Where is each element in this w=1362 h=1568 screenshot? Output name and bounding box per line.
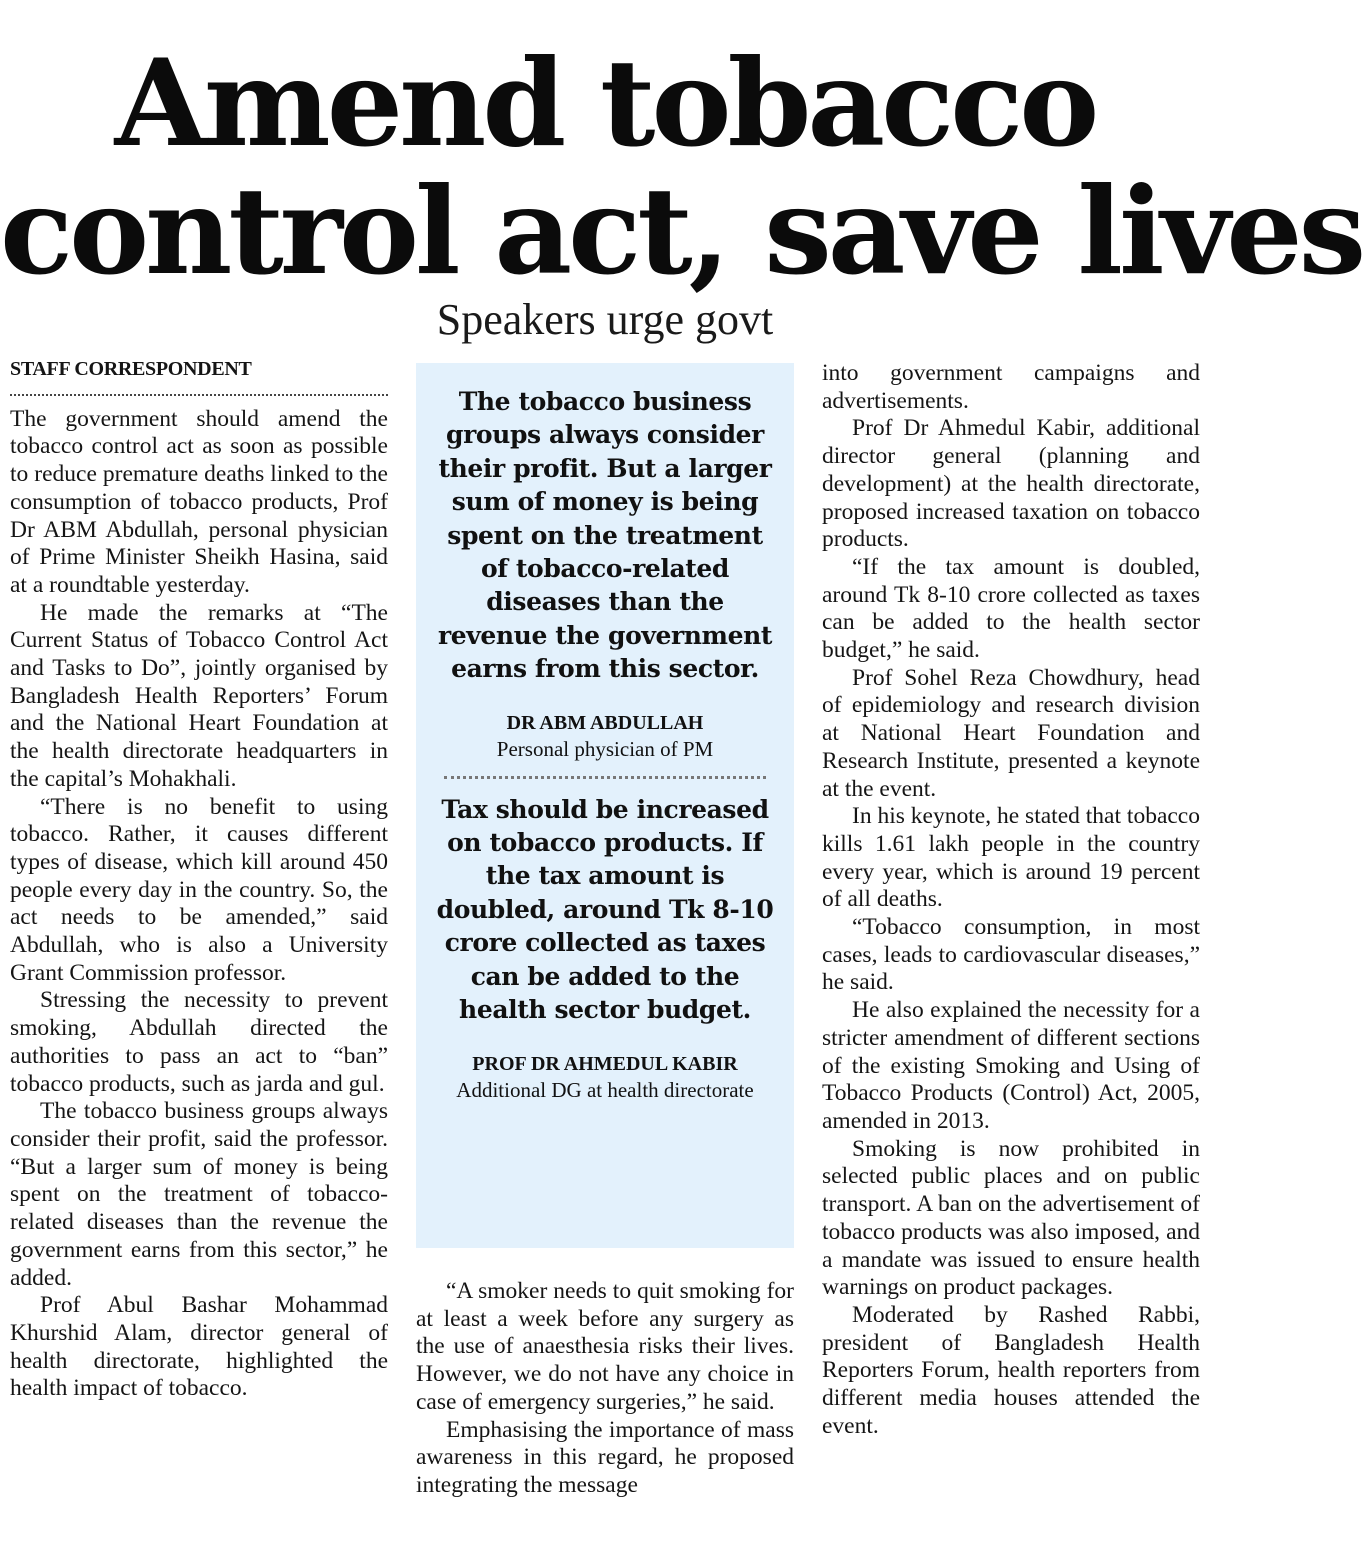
quote-1-attribution-role: Personal physician of PM	[496, 736, 714, 761]
paragraph: The government should amend the tobacco control act as soon as possible to reduce premature deaths linked to the consumption of tobacco products, Prof Dr ABM Abdullah, personal physician of Prime Minister Sheikh Hasina, said at a roundtable yesterday.	[10, 405, 388, 598]
pull-quote-box	[416, 363, 794, 1248]
paragraph: Prof Sohel Reza Chowdhury, head of epidemiology and research division at National Heart Foundation and Research Institute, presented a keynote at the event.	[822, 664, 1200, 802]
subheadline: Speakers urge govt	[436, 295, 774, 344]
paragraph: “If the tax amount is doubled, around Tk 8-10 crore collected as taxes can be added to the health sector budget,” he said.	[822, 553, 1200, 664]
paragraph: “A smoker needs to quit smoking for at least a week before any surgery as the use of anaesthesia risks their lives. However, we do not have any choice in case of emergency surgeries,” he said.	[416, 1278, 794, 1415]
paragraph: Emphasising the importance of mass awareness in this regard, he proposed integrating the message	[416, 1416, 794, 1498]
paragraph: Stressing the necessity to prevent smoking, Abdullah directed the authorities to pass an act to “ban” tobacco products, such as jarda and gul.	[10, 987, 388, 1097]
article-column-2	[416, 1278, 794, 1500]
headline	[0, 33, 1362, 302]
article-column-1	[10, 356, 388, 1403]
quote-2-attribution-role: Additional DG at health directorate	[456, 1077, 754, 1102]
paragraph: Moderated by Rashed Rabbi, president of Bangladesh Health Reporters Forum, health reporters from different media houses attended the event.	[822, 1301, 1200, 1439]
headline-line-1: Amend tobacco	[114, 33, 1096, 174]
paragraph: In his keynote, he stated that tobacco kills 1.61 lakh people in the country every year, which is around 19 percent of all deaths.	[822, 803, 1200, 913]
headline-line-2: control act, save lives	[0, 161, 1362, 302]
paragraph: “There is no benefit to using tobacco. Rather, it causes different types of disease, which kill around 450 people every day in the country. So, the act needs to be amended,” said Abdullah, who is also a University Grant Commission professor.	[10, 793, 388, 986]
paragraph: He also explained the necessity for a stricter amendment of different sections of the existing Smoking and Using of Tobacco Products (Control) Act, 2005, amended in 2013.	[822, 997, 1200, 1134]
paragraph: into government campaigns and advertisements.	[822, 360, 1200, 414]
paragraph: Smoking is now prohibited in selected public places and on public transport. A ban on the advertisement of tobacco products was also imposed, and a mandate was issued to ensure health warnings on product packages.	[822, 1135, 1200, 1301]
paragraph: He made the remarks at “The Current Status of Tobacco Control Act and Tasks to Do”, jointly organised by Bangladesh Health Reporters’ Forum and the National Heart Foundation at the health directorate headquarters in the capital’s Mohakhali.	[10, 599, 388, 792]
quote-divider	[444, 776, 766, 779]
pull-quote-2: Tax should be increased on tobacco products. If the tax amount is doubled, around Tk 8-10 crore collected as taxes can be added to the health sector budget.	[436, 794, 774, 1025]
paragraph: Prof Abul Bashar Mohammad Khurshid Alam, director general of health directorate, highlighted the health impact of tobacco.	[10, 1292, 388, 1402]
paragraph: Prof Dr Ahmedul Kabir, additional director general (planning and development) at the health directorate, proposed increased taxation on tobacco products.	[822, 415, 1200, 553]
quote-2-attribution-name: PROF DR AHMEDUL KABIR	[472, 1052, 738, 1075]
quote-1-attribution-name: DR ABM ABDULLAH	[506, 711, 704, 734]
pull-quote-1: The tobacco business groups always consider their profit. But a larger sum of money is being spent on the treatment of tobacco-related diseases than the revenue the government earns from this sector.	[437, 387, 773, 684]
article-column-3	[822, 360, 1200, 1440]
paragraph: “Tobacco consumption, in most cases, leads to cardiovascular diseases,” he said.	[822, 914, 1200, 996]
byline: STAFF CORRESPONDENT	[10, 356, 388, 396]
paragraph: The tobacco business groups always consider their profit, said the professor. “But a larger sum of money is being spent on the treatment of tobacco-related diseases than the revenue the government earns from this sector,” he added.	[10, 1098, 388, 1291]
